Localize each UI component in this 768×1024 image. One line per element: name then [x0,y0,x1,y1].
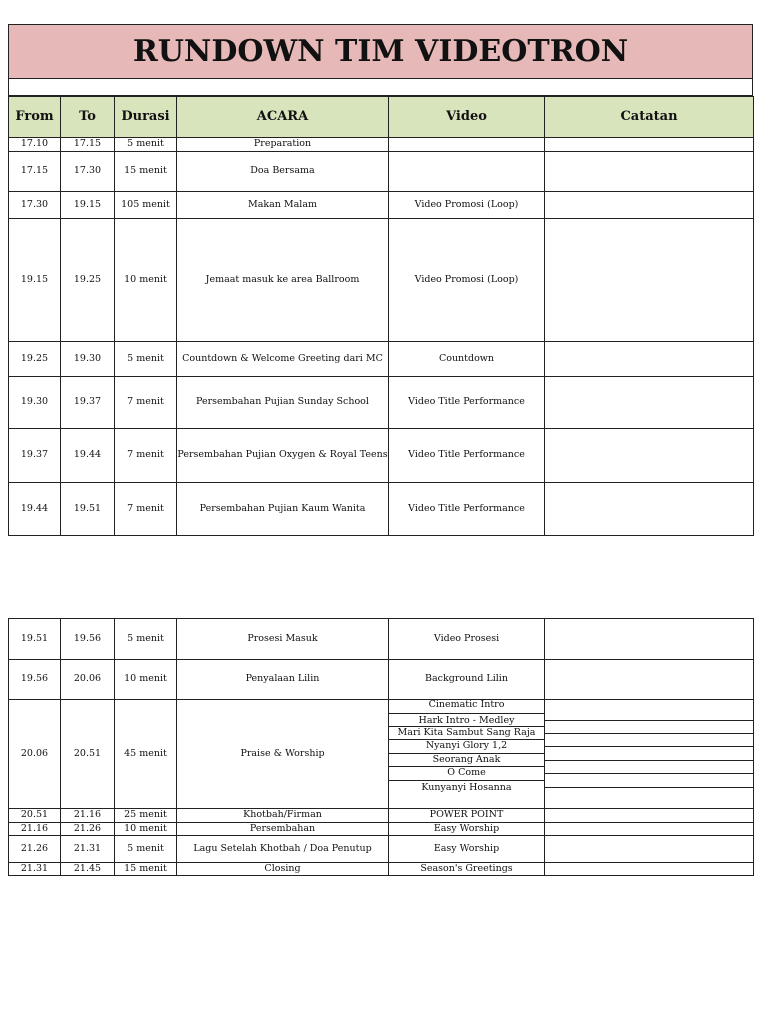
video-list-item: Nyanyi Glory 1,2 [389,740,544,754]
video-list-item: Kunyanyi Hosanna [421,781,512,793]
catatan-sub-cell [545,707,753,721]
cell-catatan [545,152,754,192]
cell-video-list [389,700,545,809]
header-durasi: Durasi [115,97,177,138]
catatan-sub-cell [545,788,753,802]
cell-acara: Doa Bersama [177,152,389,192]
cell-acara: Persembahan Pujian Sunday School [177,377,389,429]
page-title: RUNDOWN TIM VIDEOTRON [8,24,753,79]
catatan-sub-cell [545,734,753,747]
cell-to: 21.16 [61,809,115,823]
table-row [9,836,754,863]
header-video: Video [389,97,545,138]
cell-video: Video Title Performance [389,377,545,429]
cell-from: 21.31 [9,863,61,876]
cell-catatan [545,809,754,823]
cell-from: 19.30 [9,377,61,429]
cell-to: 20.51 [61,700,115,809]
table-row [9,342,754,377]
cell-to: 19.44 [61,429,115,483]
cell-video: Background Lilin [389,660,545,700]
table-row [9,660,754,700]
cell-durasi: 5 menit [115,342,177,377]
table-row [9,219,754,342]
cell-catatan [545,138,754,152]
cell-from: 19.56 [9,660,61,700]
cell-video: Video Promosi (Loop) [389,219,545,342]
cell-catatan [545,429,754,483]
catatan-sub-cell [545,761,753,774]
cell-from: 19.51 [9,619,61,660]
catatan-sub-cell [545,747,753,761]
cell-video: Countdown [389,342,545,377]
cell-catatan [545,619,754,660]
cell-video: Video Promosi (Loop) [389,192,545,219]
cell-video [389,138,545,152]
header-from: From [9,97,61,138]
cell-durasi: 15 menit [115,152,177,192]
cell-durasi: 7 menit [115,429,177,483]
spacer-row [8,79,753,96]
cell-acara: Jemaat masuk ke area Ballroom [177,219,389,342]
cell-acara: Countdown & Welcome Greeting dari MC [177,342,389,377]
cell-video: Video Title Performance [389,483,545,536]
table-row [9,429,754,483]
cell-catatan [545,660,754,700]
cell-to: 19.15 [61,192,115,219]
table-row [9,483,754,536]
cell-to: 19.56 [61,619,115,660]
cell-from: 17.15 [9,152,61,192]
cell-video: Video Title Performance [389,429,545,483]
cell-acara: Penyalaan Lilin [177,660,389,700]
cell-from: 19.37 [9,429,61,483]
cell-from: 17.10 [9,138,61,152]
cell-durasi: 7 menit [115,377,177,429]
rundown-table-2 [8,618,754,876]
cell-from: 17.30 [9,192,61,219]
cell-acara: Closing [177,863,389,876]
cell-to: 19.30 [61,342,115,377]
cell-acara: Preparation [177,138,389,152]
cell-to: 20.06 [61,660,115,700]
cell-catatan [545,700,754,809]
cell-catatan [545,823,754,836]
cell-durasi: 10 menit [115,219,177,342]
header-row [9,97,754,138]
table-row [9,823,754,836]
cell-to: 17.15 [61,138,115,152]
table-row [9,619,754,660]
title-block [8,24,753,96]
cell-video: Video Prosesi [389,619,545,660]
cell-durasi: 5 menit [115,619,177,660]
cell-video: Easy Worship [389,823,545,836]
table-row [9,863,754,876]
table-row [9,377,754,429]
cell-to: 19.25 [61,219,115,342]
video-list-item: Cinematic Intro [389,700,544,714]
table-row [9,192,754,219]
cell-catatan [545,836,754,863]
video-list-item: Seorang Anak [389,754,544,767]
table-row [9,152,754,192]
cell-catatan [545,483,754,536]
cell-to: 17.30 [61,152,115,192]
cell-durasi: 7 menit [115,483,177,536]
cell-from: 21.26 [9,836,61,863]
cell-from: 19.25 [9,342,61,377]
cell-video [389,152,545,192]
cell-from: 19.15 [9,219,61,342]
cell-durasi: 15 menit [115,863,177,876]
cell-to: 19.37 [61,377,115,429]
catatan-sub-cell [545,774,753,788]
cell-durasi: 5 menit [115,836,177,863]
header-to: To [61,97,115,138]
cell-video: Season's Greetings [389,863,545,876]
cell-acara: Persembahan Pujian Oxygen & Royal Teens [177,429,389,483]
cell-catatan [545,342,754,377]
cell-from: 20.51 [9,809,61,823]
cell-durasi: 45 menit [115,700,177,809]
cell-durasi: 105 menit [115,192,177,219]
cell-catatan [545,377,754,429]
cell-acara: Makan Malam [177,192,389,219]
table-row [9,809,754,823]
cell-acara: Praise & Worship [177,700,389,809]
cell-acara: Lagu Setelah Khotbah / Doa Penutup [177,836,389,863]
video-list-item: Mari Kita Sambut Sang Raja [389,727,544,740]
header-catatan: Catatan [545,97,754,138]
cell-from: 20.06 [9,700,61,809]
cell-catatan [545,863,754,876]
cell-acara: Prosesi Masuk [177,619,389,660]
video-list-item: O Come [389,767,544,781]
cell-durasi: 10 menit [115,823,177,836]
cell-to: 21.31 [61,836,115,863]
rundown-table-1 [8,96,754,536]
cell-acara: Khotbah/Firman [177,809,389,823]
header-acara: ACARA [177,97,389,138]
cell-to: 21.45 [61,863,115,876]
cell-catatan [545,192,754,219]
cell-catatan [545,219,754,342]
cell-video: POWER POINT [389,809,545,823]
cell-durasi: 10 menit [115,660,177,700]
table-row [9,138,754,152]
cell-from: 21.16 [9,823,61,836]
cell-durasi: 5 menit [115,138,177,152]
cell-durasi: 25 menit [115,809,177,823]
video-list-item: Hark Intro - Medley [389,714,544,727]
cell-acara: Persembahan [177,823,389,836]
cell-video: Easy Worship [389,836,545,863]
table-row [9,700,754,809]
catatan-sub-cell [545,721,753,734]
cell-from: 19.44 [9,483,61,536]
cell-acara: Persembahan Pujian Kaum Wanita [177,483,389,536]
cell-to: 21.26 [61,823,115,836]
cell-to: 19.51 [61,483,115,536]
